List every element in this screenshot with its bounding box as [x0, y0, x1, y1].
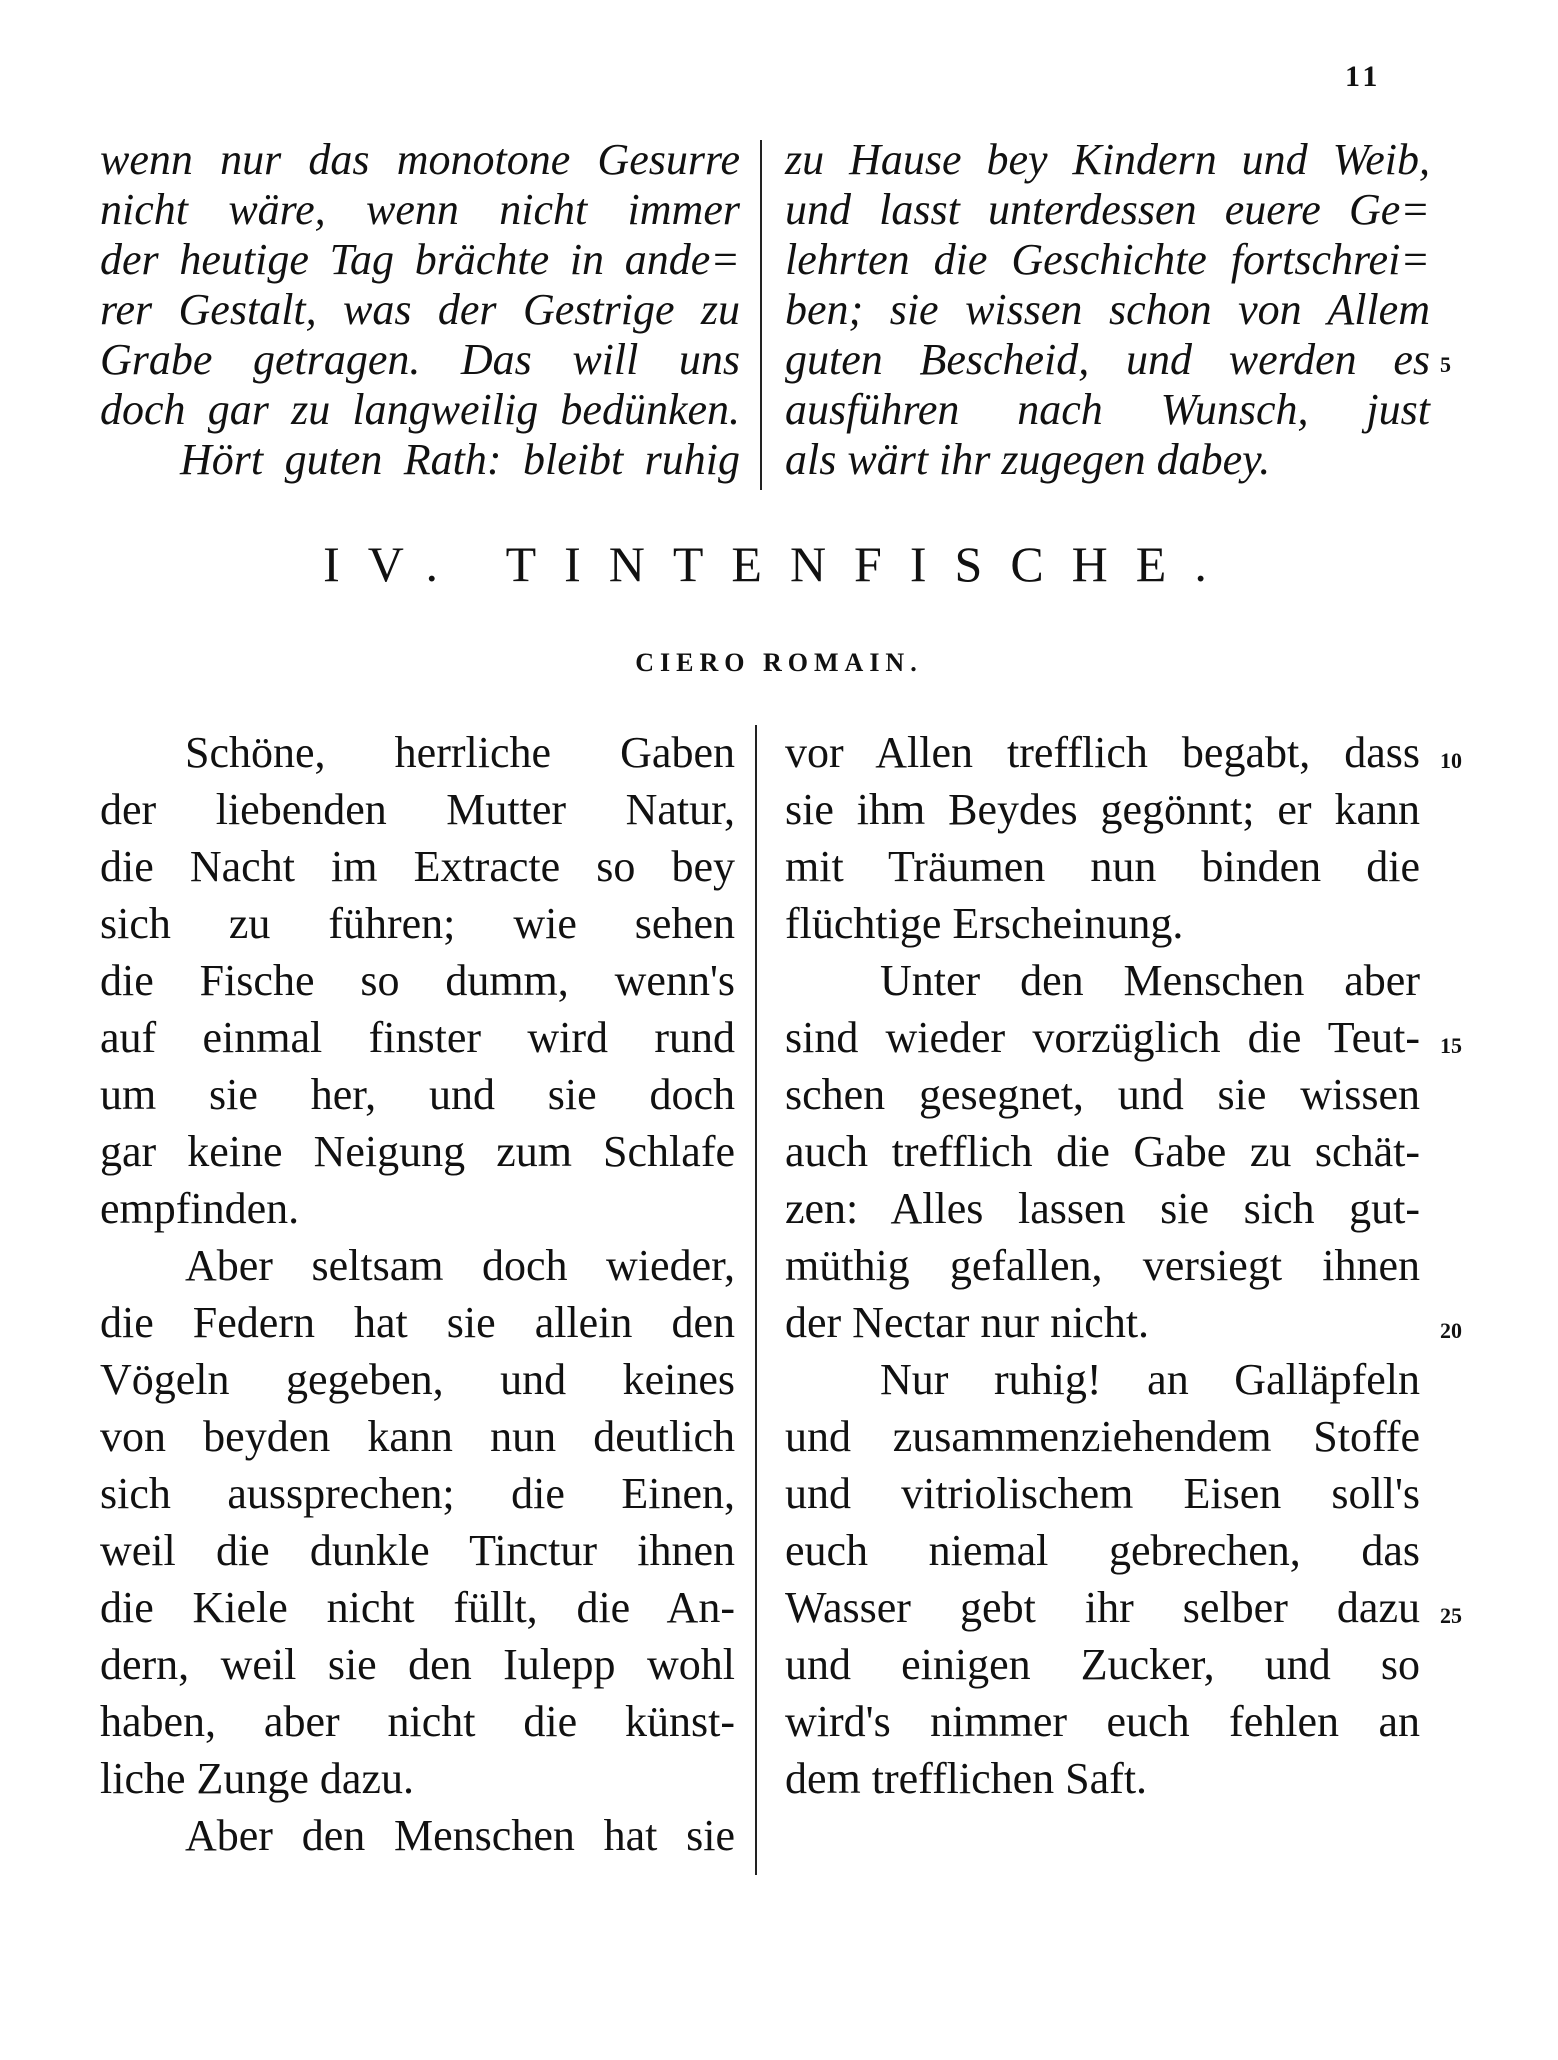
text-line: die Federn hat sie allein den: [100, 1298, 735, 1347]
text-line: der liebenden Mutter Natur,: [100, 785, 735, 834]
text-line: lehrten die Geschichte fortschrei=: [785, 235, 1430, 284]
text-line: guten Bescheid, und werden es: [785, 335, 1430, 384]
text-line: ben; sie wissen schon von Allem: [785, 285, 1430, 334]
text-line: weil die dunkle Tinctur ihnen: [100, 1526, 735, 1575]
text-line: haben, aber nicht die künst-: [100, 1697, 735, 1746]
line-number: 20: [1440, 1318, 1462, 1343]
text-line: dem trefflichen Saft.: [785, 1754, 1148, 1803]
text-line: die Nacht im Extracte so bey: [100, 842, 735, 891]
text-line: sich zu führen; wie sehen: [100, 899, 735, 948]
text-line: sind wieder vorzüglich die Teut-: [785, 1013, 1420, 1062]
text-line: und einigen Zucker, und so: [785, 1640, 1420, 1689]
text-line: Aber seltsam doch wieder,: [185, 1241, 735, 1290]
text-line: schen gesegnet, und sie wissen: [785, 1070, 1420, 1119]
text-line: wenn nur das monotone Gesurre: [100, 135, 740, 184]
text-line: der heutige Tag brächte in ande=: [100, 235, 740, 284]
text-line: Aber den Menschen hat sie: [185, 1811, 735, 1860]
text-line: flüchtige Erscheinung.: [785, 899, 1184, 948]
text-line: die Kiele nicht füllt, die An-: [100, 1583, 735, 1632]
text-line: und zusammenziehendem Stoffe: [785, 1412, 1420, 1461]
text-line: empfinden.: [100, 1184, 300, 1233]
text-line: von beyden kann nun deutlich: [100, 1412, 735, 1461]
text-line: wird's nimmer euch fehlen an: [785, 1697, 1420, 1746]
line-number: 15: [1440, 1033, 1462, 1058]
line-number: 10: [1440, 748, 1462, 773]
text-line: der Nectar nur nicht.: [785, 1298, 1150, 1347]
text-line: Wasser gebt ihr selber dazu: [785, 1583, 1420, 1632]
line-number: 5: [1440, 352, 1451, 377]
page-number: 11: [1345, 60, 1382, 93]
text-line: vor Allen trefflich begabt, dass: [785, 728, 1420, 777]
text-line: sich aussprechen; die Einen,: [100, 1469, 735, 1518]
text-line: und lasst unterdessen euere Ge=: [785, 185, 1430, 234]
text-line: zu Hause bey Kindern und Weib,: [785, 135, 1430, 184]
text-line: als wärt ihr zugegen dabey.: [785, 435, 1271, 484]
text-line: und vitriolischem Eisen soll's: [785, 1469, 1420, 1518]
text-line: ausführen nach Wunsch, just: [785, 385, 1430, 434]
text-line: Schöne, herrliche Gaben: [185, 728, 735, 777]
text-line: liche Zunge dazu.: [100, 1754, 414, 1803]
text-line: doch gar zu langweilig bedünken.: [100, 385, 740, 434]
text-line: auf einmal finster wird rund: [100, 1013, 735, 1062]
text-line: Vögeln gegeben, und keines: [100, 1355, 735, 1404]
text-line: Unter den Menschen aber: [880, 956, 1420, 1005]
text-line: rer Gestalt, was der Gestrige zu: [100, 285, 740, 334]
text-line: Grabe getragen. Das will uns: [100, 335, 740, 384]
text-line: auch trefflich die Gabe zu schät-: [785, 1127, 1420, 1176]
text-line: Hört guten Rath: bleibt ruhig: [180, 435, 740, 484]
section-subtitle: CIERO ROMAIN.: [635, 648, 923, 677]
text-line: sie ihm Beydes gegönnt; er kann: [785, 785, 1420, 834]
text-line: dern, weil sie den Iulepp wohl: [100, 1640, 735, 1689]
line-number: 25: [1440, 1603, 1462, 1628]
text-line: müthig gefallen, versiegt ihnen: [785, 1241, 1420, 1290]
text-line: nicht wäre, wenn nicht immer: [100, 185, 740, 234]
text-line: euch niemal gebrechen, das: [785, 1526, 1420, 1575]
text-line: mit Träumen nun binden die: [785, 842, 1420, 891]
section-title: IV. TINTENFISCHE.: [323, 536, 1235, 592]
text-line: die Fische so dumm, wenn's: [100, 956, 735, 1005]
text-line: gar keine Neigung zum Schlafe: [100, 1127, 735, 1176]
text-line: Nur ruhig! an Galläpfeln: [880, 1355, 1420, 1404]
text-line: um sie her, und sie doch: [100, 1070, 735, 1119]
text-line: zen: Alles lassen sie sich gut-: [785, 1184, 1420, 1233]
column-divider: [760, 140, 762, 490]
column-divider: [755, 725, 757, 1875]
